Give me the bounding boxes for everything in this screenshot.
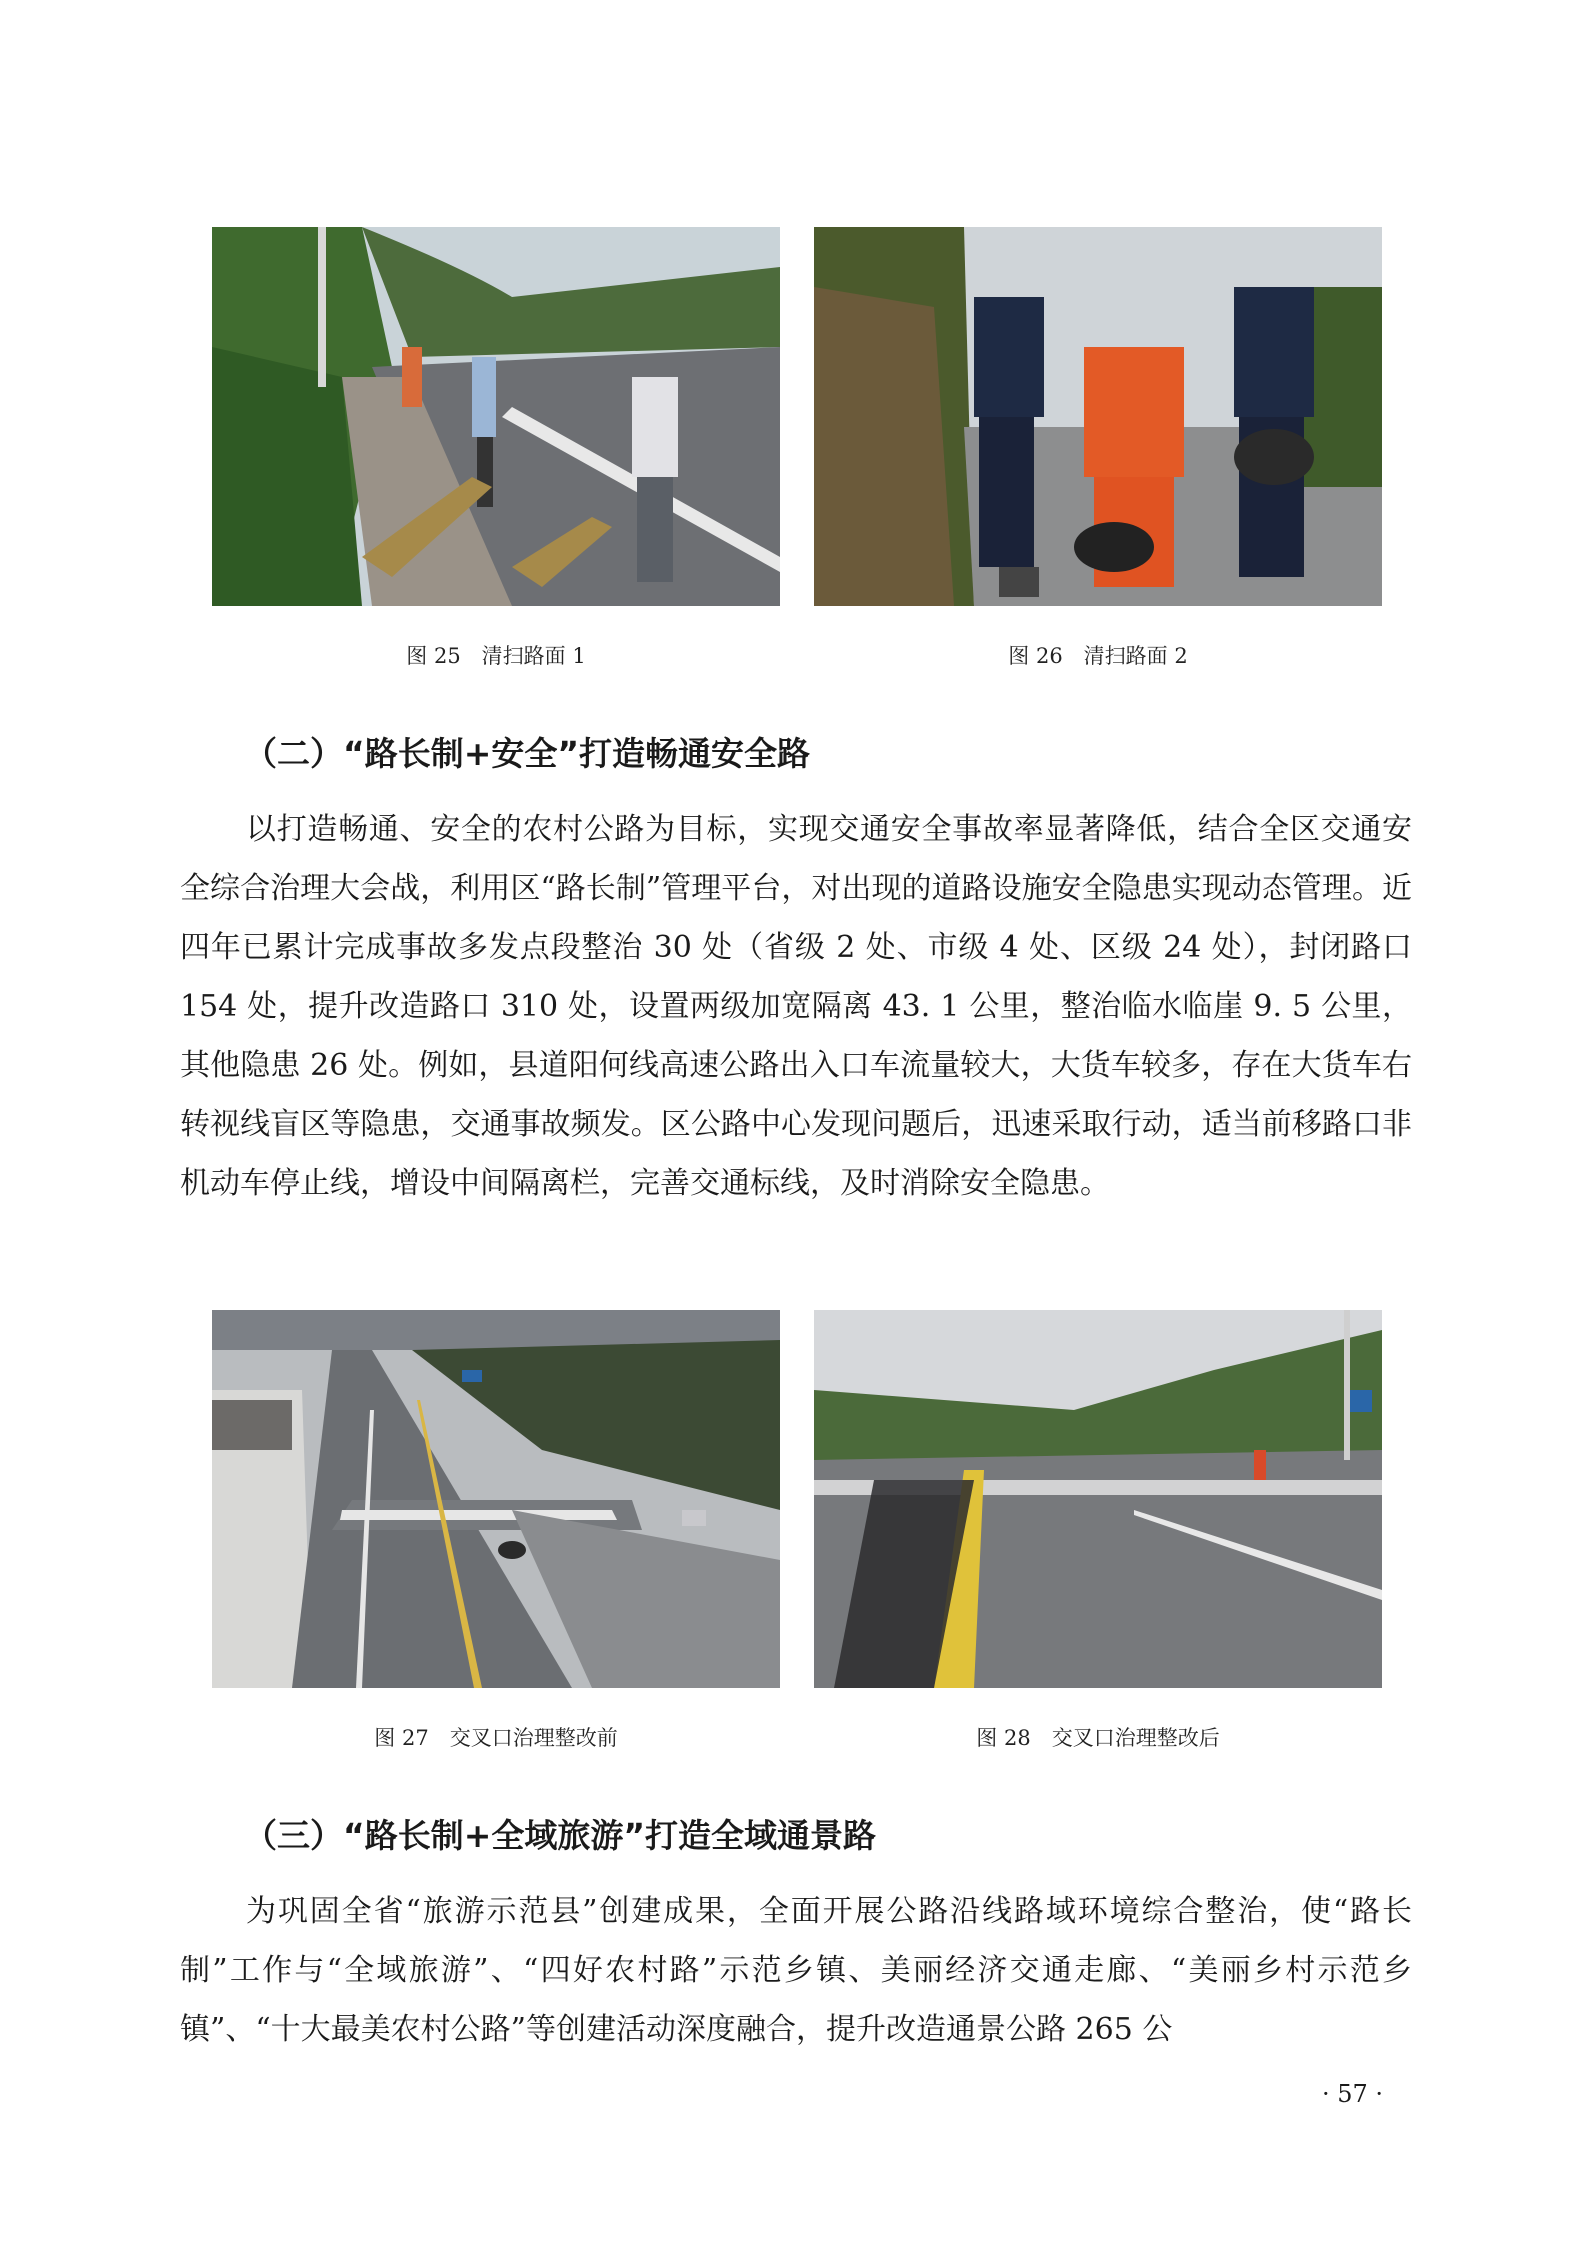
figure-25-caption: 图 25 清扫路面 1 (406, 644, 586, 668)
photo-sweeping-road-2 (814, 227, 1382, 606)
figure-28-caption: 图 28 交叉口治理整改后 (976, 1726, 1220, 1750)
photo-intersection-before (212, 1310, 780, 1688)
section-3-heading: （三）“路长制+全域旅游”打造全域通景路 (244, 1816, 877, 1855)
photo-intersection-after (814, 1310, 1382, 1688)
section-2-paragraph: 以打造畅通、安全的农村公路为目标，实现交通安全事故率显著降低，结合全区交通安全综合治理大会战，利用区“路长制”管理平台，对出现的道路设施安全隐患实现动态管理。近四年已累计完成事故多发点段整治 30 处（省级 2 处、市级 4 处、区级 24 处），封闭路口 154 处，提升改造路口 310 处，设置两级加宽隔离 43. 1 公里，整治临水临崖 9. 5 公里，其他隐患 26 处。例如，县道阳何线高速公路出入口车流量较大，大货车较多，存在大货车右转视线盲区等隐患，交通事故频发。区公路中心发现问题后，迅速采取行动，适当前移路口非机动车停止线，增设中间隔离栏，完善交通标线，及时消除安全隐患。 (180, 812, 1412, 1201)
figure-26-caption: 图 26 清扫路面 2 (1008, 644, 1188, 668)
page-number: · 57 · (1322, 2080, 1384, 2108)
section-2-heading: （二）“路长制+安全”打造畅通安全路 (244, 734, 811, 773)
figure-27-caption: 图 27 交叉口治理整改前 (374, 1726, 618, 1750)
photo-sweeping-road-1 (212, 227, 780, 606)
section-3-paragraph: 为巩固全省“旅游示范县”创建成果，全面开展公路沿线路域环境综合整治，使“路长制”工作与“全域旅游”、“四好农村路”示范乡镇、美丽经济交通走廊、“美丽乡村示范乡镇”、“十大最美农村公路”等创建活动深度融合，提升改造通景公路 265 公 (180, 1894, 1412, 2047)
